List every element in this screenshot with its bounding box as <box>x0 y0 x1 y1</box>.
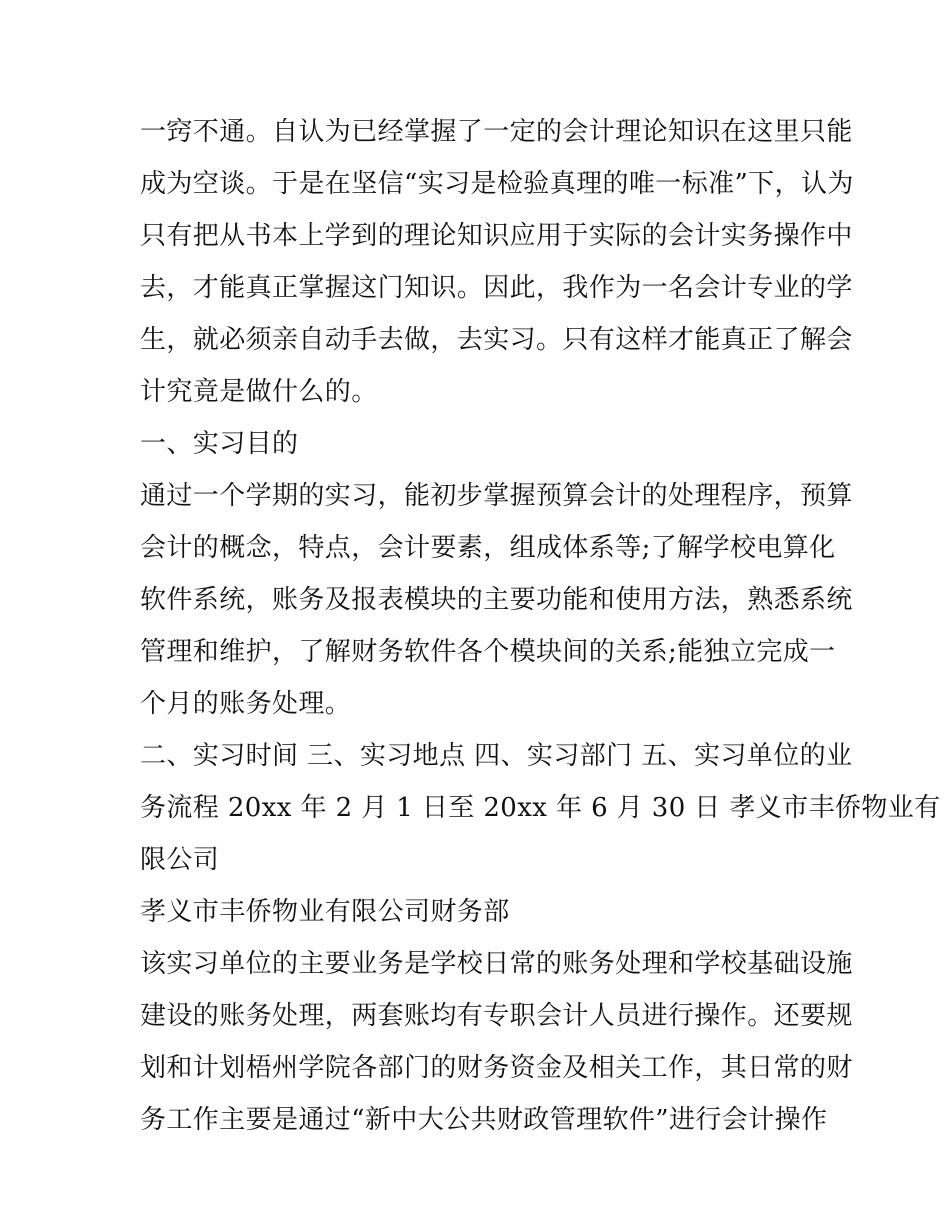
text-line: 务流程 20xx 年 2 月 1 日至 20xx 年 6 月 30 日 孝义市丰侨物业有 <box>140 793 941 823</box>
text-line: 二、实习时间 三、实习地点 四、实习部门 五、实习单位的业 <box>140 741 853 771</box>
text-line: 计究竟是做什么的。 <box>140 377 378 407</box>
text-line: 去，才能真正掌握这门知识。因此，我作为一名会计专业的学 <box>140 273 853 303</box>
text-line: 通过一个学期的实习，能初步掌握预算会计的处理程序，预算 <box>140 481 853 511</box>
text-line: 管理和维护，了解财务软件各个模块间的关系;能独立完成一 <box>140 637 836 667</box>
text-line: 划和计划梧州学院各部门的财务资金及相关工作，其日常的财 <box>140 1053 853 1083</box>
text-line: 会计的概念，特点，会计要素，组成体系等;了解学校电算化 <box>140 533 836 563</box>
text-line: 务工作主要是通过“新中大公共财政管理软件”进行会计操作 <box>140 1105 828 1135</box>
document-body <box>140 106 941 1146</box>
text-line: 孝义市丰侨物业有限公司财务部 <box>140 897 510 927</box>
text-line: 个月的账务处理。 <box>140 689 352 719</box>
text-line: 生，就必须亲自动手去做，去实习。只有这样才能真正了解会 <box>140 325 853 355</box>
text-line: 建设的账务处理，两套账均有专职会计人员进行操作。还要规 <box>140 1001 853 1031</box>
text-line: 软件系统，账务及报表模块的主要功能和使用方法，熟悉系统 <box>140 585 853 615</box>
text-line: 只有把从书本上学到的理论知识应用于实际的会计实务操作中 <box>140 221 853 251</box>
text-line: 限公司 <box>140 845 220 875</box>
text-line: 该实习单位的主要业务是学校日常的账务处理和学校基础设施 <box>140 949 853 979</box>
text-line: 一窍不通。自认为已经掌握了一定的会计理论知识在这里只能 <box>140 117 853 147</box>
text-line: 成为空谈。于是在坚信“实习是检验真理的唯一标准”下，认为 <box>140 169 854 199</box>
section-heading: 一、实习目的 <box>140 429 299 459</box>
